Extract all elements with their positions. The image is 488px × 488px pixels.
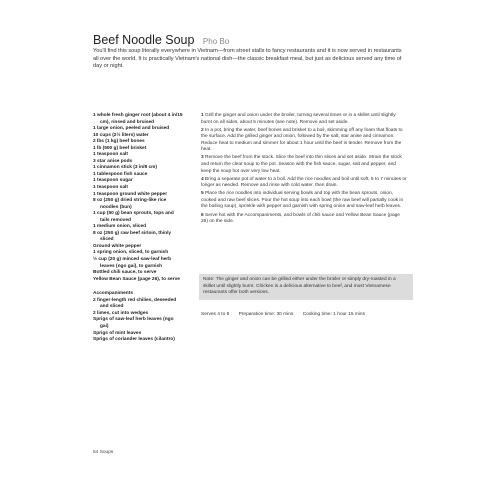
page-footer xyxy=(93,450,113,455)
method-step xyxy=(201,213,407,226)
ingredient-item: Bottled chili sauce, to serve xyxy=(93,270,157,276)
step-text: Place the rice noodles into individual serving bowls and top with the bean sprouts, onion, cooked and raw beef slices. Pour the hot soup into each bowl (the raw beef will partially cook in the boiling soup), sprinkle with pepper and garnish with spring onion and saw-leaf herb leaves. xyxy=(201,191,404,210)
ingredient-item: Ground white pepper xyxy=(93,243,142,249)
step-number: 2 xyxy=(201,127,204,133)
recipe-subtitle: Pho Bo xyxy=(202,37,230,46)
ingredient-item: 1 teaspoon sugar xyxy=(93,178,133,184)
ingredient-item: 1 cup (50 g) bean sprouts, tops and tails removed xyxy=(93,211,174,223)
accompaniment-item: 2 finger-length red chilies, deseeded and sliced xyxy=(93,297,177,310)
step-text: Serve hot with the Accompaniments, and bowls of chili sauce and Yellow Bean Sauce (page 26) on the side. xyxy=(201,212,400,225)
ingredient-item: 1 medium onion, sliced xyxy=(93,224,147,230)
method-column xyxy=(201,113,407,227)
ingredient-item: ½ cup (20 g) minced saw-leaf herb leaves (ngo gai), to garnish xyxy=(93,257,172,269)
ingredient-item: 8 oz (250 g) dried string-like rice noodles (bun) xyxy=(93,198,167,210)
ingredient-item: 1 lb (500 g) beef brisket xyxy=(93,145,147,151)
accompaniment-item: Sprigs of coriander leaves (cilantro) xyxy=(93,337,175,343)
accompaniment-item: Sprigs of mint leaves xyxy=(93,330,142,336)
ingredient-item: 10 cups (2½ liters) water xyxy=(93,132,149,138)
step-text: Grill the ginger and onion under the broiler, turning several times or in a skillet until slightly burnt on all sides, about 5 minutes (see note). Remove and set aside. xyxy=(201,113,396,125)
accompaniment-item: Sprigs of saw-leaf herb leaves (ngo gai) xyxy=(93,317,174,329)
note-box: Note: The ginger and onion can be grilled either under the broiler or simply dry-roasted in a skillet until slightly burnt. Chicken is a delicious alternative to beef, and most Vietnamese restaurants offer both versions. xyxy=(199,274,413,300)
ingredient-item: 1 spring onion, sliced, to garnish xyxy=(93,250,169,256)
step-text: Bring a separate pot of water to a boil. Add the rice noodles and boil until soft, 5 to 7 minutes or longer as needed. Remove and rinse with cold water, then drain. xyxy=(201,176,407,189)
step-number: 6 xyxy=(201,212,204,218)
accompaniments-list xyxy=(93,298,183,344)
step-text: In a pot, bring the water, beef bones and brisket to a boil, skimming off any foam that floats to the surface. Add the grilled ginger and onion, followed by the salt, star anise and cinnamon. Reduce heat to medium and simmer for about 1 hour until the beef is tender. Remove from the heat. xyxy=(201,127,403,153)
page-number: 54 xyxy=(93,450,99,455)
section-name: Soups xyxy=(99,450,114,455)
ingredient-item: Yellow Bean Sauce (page 26), to serve xyxy=(93,276,180,282)
ingredient-item: 1 whole fresh ginger root (about 4 in/15 cm), rinsed and bruised xyxy=(93,113,183,125)
title-row xyxy=(93,31,229,49)
recipe-title: Beef Noodle Soup xyxy=(93,33,195,47)
cook-time-text: Cooking time: 1 hour 15 mins xyxy=(302,312,365,317)
recipe-meta xyxy=(201,312,411,317)
ingredient-item: 8 oz (250 g) raw beef sirloin, thinly sliced xyxy=(93,230,172,243)
step-number: 3 xyxy=(201,155,204,161)
step-number: 1 xyxy=(201,113,204,118)
ingredient-item: 2 lbs (1 kg) beef bones xyxy=(93,139,145,145)
method-step xyxy=(201,155,407,175)
accompaniments-heading: Accompaniments xyxy=(93,291,133,297)
intro-paragraph: You'll find this soup literally everywhere in Vietnam—from street stalls to fancy restaurants and it is now served in restaurants all over the world. It is practically Vietnam's national dish—the classic breakfast meal, but just as delicious served any time of day or night. xyxy=(93,48,402,70)
ingredients-column xyxy=(93,113,183,344)
ingredient-item: 1 large onion, peeled and bruised xyxy=(93,126,170,132)
ingredient-item: 1 teaspoon salt xyxy=(93,185,128,191)
ingredient-item: 1 cinnamon stick (3 in/8 cm) xyxy=(93,165,157,171)
step-number: 4 xyxy=(201,176,204,182)
step-number: 5 xyxy=(201,191,204,197)
ingredient-item: 1 teaspoon salt xyxy=(93,152,128,158)
method-step xyxy=(201,113,407,126)
method-step xyxy=(201,177,407,190)
ingredient-item: 3 star anise pods xyxy=(93,158,133,164)
serves-text: Serves 4 to 6 xyxy=(201,312,230,317)
ingredient-item: 1 teaspoon ground white pepper xyxy=(93,191,168,197)
step-text: Remove the beef from the stock. Slice the beef into thin slices and set aside. Strain the stock and return the clear soup to the pot. Season with the fish sauce, sugar, salt and pepper, and keep the soup hot over very low heat. xyxy=(201,155,402,174)
method-step xyxy=(201,128,407,154)
prep-time-text: Preparation time: 30 mins xyxy=(238,312,294,317)
ingredient-item: 1 tablespoon fish sauce xyxy=(93,171,148,177)
method-step xyxy=(201,191,407,211)
accompaniment-item: 2 limes, cut into wedges xyxy=(93,310,149,316)
ingredients-list xyxy=(93,113,183,283)
